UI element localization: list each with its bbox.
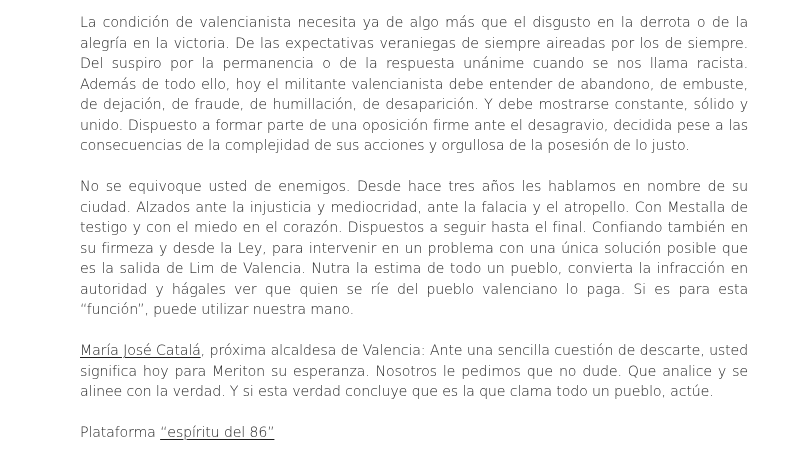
paragraph-3-text: , próxima alcaldesa de Valencia: Ante una sencilla cuestión de descarte, usted significa hoy para Meriton su esperanza. Nosotros le pedimos que no dude. Que analice y se alinee con la verdad. Y si esta verdad concluye que es la que clama todo un pueblo, actúe. [80,343,748,400]
signature-prefix: Plataforma [80,424,161,441]
signature-name: “espíritu del 86” [160,424,275,441]
paragraph-2: No se equivoque usted de enemigos. Desde hace tres años les hablamos en nombre de su ciudad. Alzados ante la injusticia y mediocridad, ante la falacia y el atropello. Con Mestalla de testigo y con el miedo en el corazón. Dispuestos a seguir hasta el final. Confiando también en su firmeza y desde la Ley, para intervenir en un problema con una única solución posible que es la salida de Lim de Valencia. Nutra la estima de todo un pueblo, convierta la infracción en autoridad y hágales ver que quien se ríe del pueblo valenciano lo paga. Si es para esta “función”, puede utilizar nuestra mano. [80,179,748,318]
signature [80,423,748,444]
document-body [80,13,748,464]
paragraph-3 [80,341,748,403]
paragraph-1: La condición de valencianista necesita ya de algo más que el disgusto en la derrota o de la alegría en la victoria. De las expectativas veraniegas de siempre aireadas por los de siempre. Del suspiro por la permanencia o de la respuesta unánime cuando se nos llama racista. Además de todo ello, hoy el militante valencianista debe entender de abandono, de embuste, de dejación, de fraude, de humillación, de desaparición. Y debe mostrarse constante, sólido y unido. Dispuesto a formar parte de una oposición firme ante el desagravio, decidida pese a las consecuencias de la complejidad de sus acciones y orgullosa de la posesión de lo justo. [80,15,748,154]
addressee-name: María José Catalá [80,343,201,359]
